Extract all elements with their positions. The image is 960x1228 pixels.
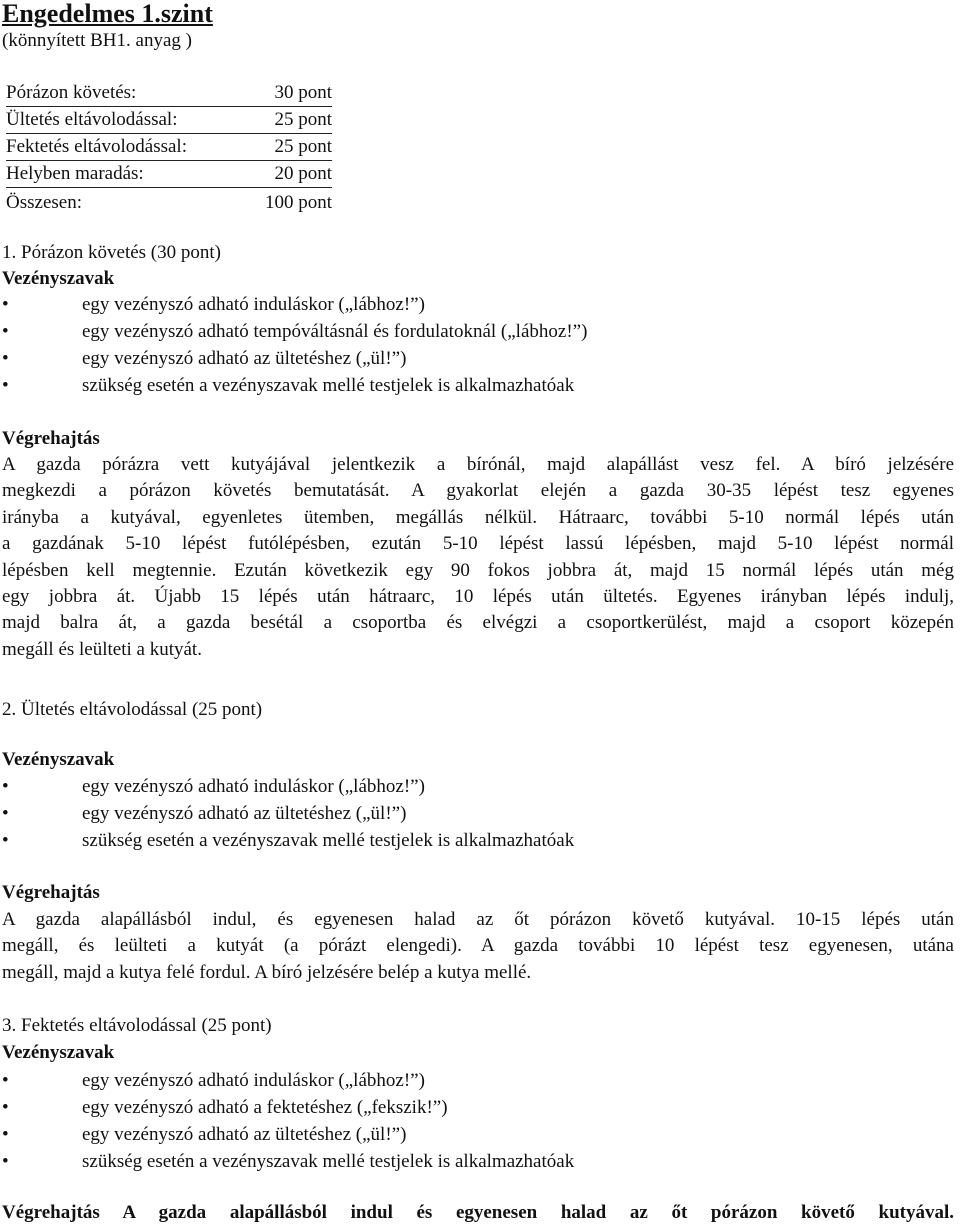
list-item-text: szükség esetén a vezényszavak mellé testjelek is alkalmazhatóak <box>82 375 575 396</box>
bullet-icon: • <box>2 1124 9 1145</box>
text-line: A gazda pórázra vett kutyájával jelentkezik a bírónál, majd alapállást vesz fel. A bíró jelzésére <box>2 454 954 475</box>
bullet-icon: • <box>2 375 9 396</box>
score-label: Fektetés eltávolodással: <box>6 136 187 157</box>
score-value: 30 pont <box>274 82 332 103</box>
bullet-icon: • <box>2 321 9 342</box>
text-line: megáll, és leülteti a kutyát (a pórázt elengedi). A gazda további 10 lépést tesz egyenesen, utána <box>2 935 954 957</box>
score-label: Helyben maradás: <box>6 163 144 184</box>
bullet-icon: • <box>2 830 9 851</box>
score-row <box>6 134 332 161</box>
list-item-text: szükség esetén a vezényszavak mellé testjelek is alkalmazhatóak <box>82 830 575 851</box>
score-total-label: Összesen: <box>6 192 82 213</box>
score-total-value: 100 pont <box>264 192 332 213</box>
score-row <box>6 161 332 188</box>
section-2-execution-text <box>2 907 954 986</box>
text-line: lépésben kell megtennie. Ezután következik egy 90 fokos jobbra át, majd 15 normál lépés után még <box>2 559 954 581</box>
score-total-row <box>6 190 332 216</box>
list-item-text: egy vezényszó adható tempóváltásnál és fordulatoknál („lábhoz!”) <box>82 321 588 342</box>
text-line: irányba a kutyával, egyenletes ütemben, megállás nélkül. Hátraarc, további 5-10 normál lépés után <box>2 506 954 528</box>
section-2-execution-heading: Végrehajtás <box>2 882 100 903</box>
list-item-text: egy vezényszó adható az ültetéshez („ül!”) <box>82 1124 407 1145</box>
section-1-heading: 1. Pórázon követés (30 pont) <box>2 242 221 263</box>
bullet-icon: • <box>2 1151 9 1172</box>
section-3-commands-heading: Vezényszavak <box>2 1042 115 1063</box>
list-item-text: egy vezényszó adható az ültetéshez („ül!”) <box>82 348 407 369</box>
score-row <box>6 80 332 107</box>
text-line: majd balra át, a gazda besétál a csoportba és elvégzi a csoportkerülést, majd a csoport közepén <box>2 612 954 634</box>
bullet-icon: • <box>2 776 9 797</box>
text-line: egy jobbra át. Újabb 15 lépés után hátraarc, 10 lépés után ültetés. Egyenes irányban lépés indulj, <box>2 585 954 607</box>
document-subtitle: (könnyített BH1. anyag ) <box>2 30 192 51</box>
score-label: Ültetés eltávolodással: <box>6 109 178 130</box>
score-value: 25 pont <box>274 109 332 130</box>
text-line: megáll és leülteti a kutyát. <box>2 638 202 660</box>
list-item-text: egy vezényszó adható induláskor („lábhoz!”) <box>82 294 425 315</box>
score-row <box>6 107 332 134</box>
score-label: Pórázon követés: <box>6 82 137 103</box>
bullet-icon: • <box>2 348 9 369</box>
text-line: A gazda alapállásból indul, és egyenesen halad az őt pórázon követő kutyával. 10-15 lépés után <box>2 909 954 930</box>
section-1-commands-heading: Vezényszavak <box>2 268 115 289</box>
score-value: 20 pont <box>274 163 332 184</box>
text-line: a gazdának 5-10 lépést futólépésben, ezután 5-10 lépést lassú lépésben, majd 5-10 lépést normál <box>2 533 954 555</box>
list-item-text: egy vezényszó adható a fektetéshez („fekszik!”) <box>82 1097 448 1118</box>
bullet-icon: • <box>2 803 9 824</box>
section-3-heading: 3. Fektetés eltávolodással (25 pont) <box>2 1015 272 1036</box>
section-1-execution-heading: Végrehajtás <box>2 428 100 449</box>
list-item-text: egy vezényszó adható induláskor („lábhoz!”) <box>82 1070 425 1091</box>
bullet-icon: • <box>2 1070 9 1091</box>
section-3-execution-line: Végrehajtás A gazda alapállásból indul és egyenesen halad az őt pórázon követő kutyával. <box>2 1202 954 1223</box>
list-item-text: szükség esetén a vezényszavak mellé testjelek is alkalmazhatóak <box>82 1151 575 1172</box>
score-value: 25 pont <box>274 136 332 157</box>
bullet-icon: • <box>2 294 9 315</box>
section-2-commands-heading: Vezényszavak <box>2 749 115 770</box>
document-title: Engedelmes 1.szint <box>2 0 213 28</box>
section-1-execution-text <box>2 452 954 663</box>
list-item-text: egy vezényszó adható az ültetéshez („ül!”) <box>82 803 407 824</box>
text-line: megáll, majd a kutya felé fordul. A bíró jelzésére belép a kutya mellé. <box>2 961 532 983</box>
list-item-text: egy vezényszó adható induláskor („lábhoz!”) <box>82 776 425 797</box>
section-2-heading: 2. Ültetés eltávolodással (25 pont) <box>2 699 263 720</box>
text-line: megkezdi a pórázon követés bemutatását. A gyakorlat elején a gazda 30-35 lépést tesz egyenes <box>2 480 954 502</box>
bullet-icon: • <box>2 1097 9 1118</box>
